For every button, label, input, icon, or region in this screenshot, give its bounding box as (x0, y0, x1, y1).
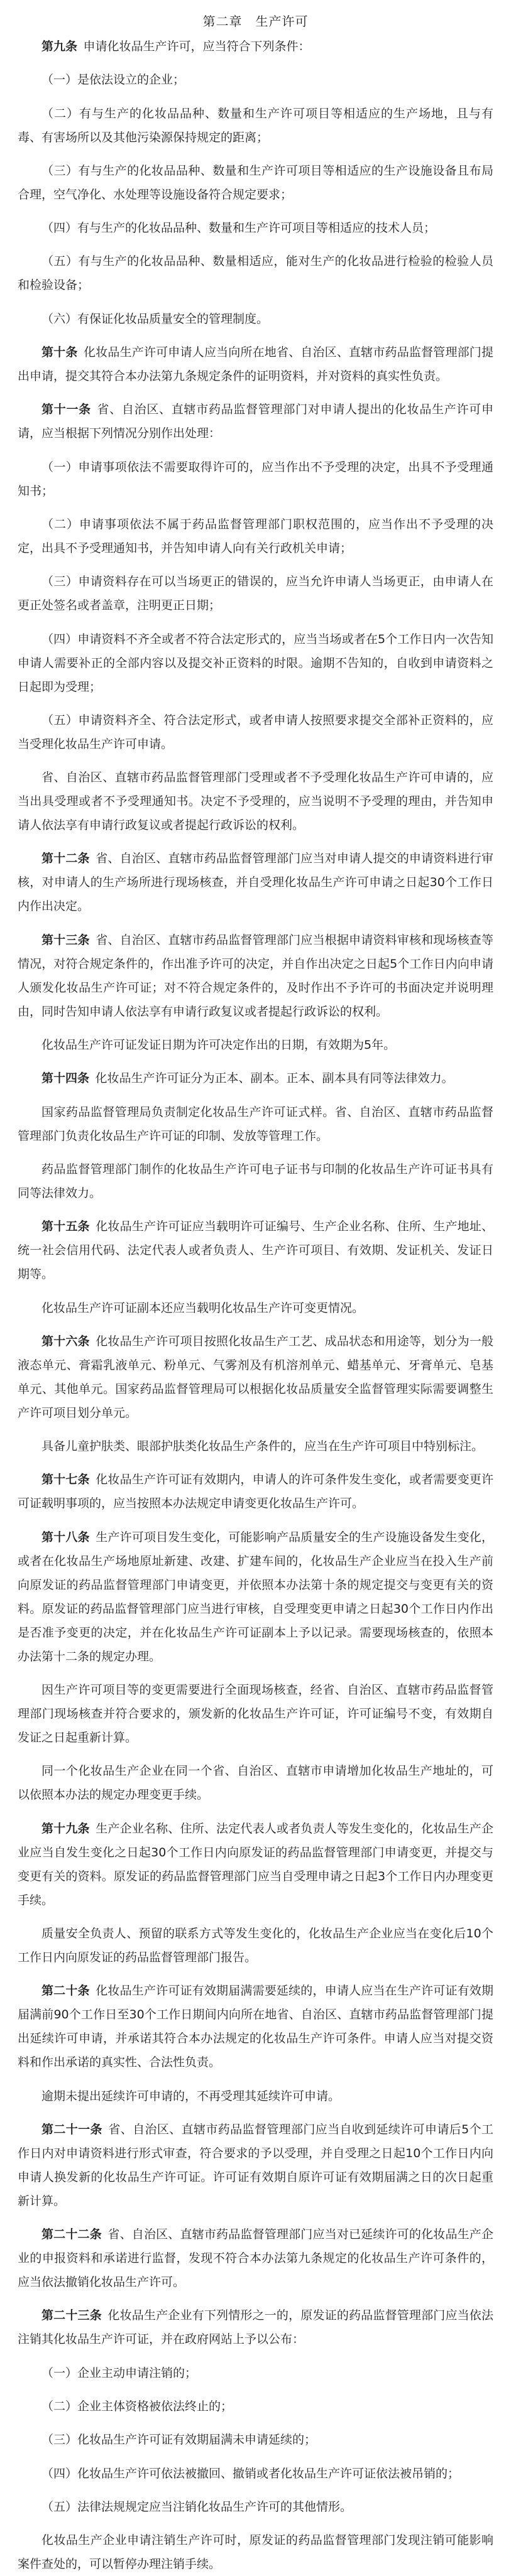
article-paragraph (18, 2395, 493, 2418)
paragraph-text: （二）有与生产的化妆品品种、数量和生产许可项目等相适应的生产场地，且与有毒、有害场所以及其他污染源保持规定的距离； (18, 106, 493, 144)
paragraph-text: 化妆品生产许可证应当载明许可证编号、生产企业名称、住所、生产地址、统一社会信用代码、法定代表人或者负责人、生产许可项目、有效期、发证机关、发证日期等。 (18, 1220, 493, 1282)
paragraph-text: （四）化妆品生产许可依法被撤回、撤销或者化妆品生产许可证依法被吊销的； (41, 2466, 460, 2481)
article-number: 第十九条 (41, 1821, 90, 1836)
article-number: 第十条 (41, 345, 78, 360)
paragraph-text: （三）化妆品生产许可证有效期届满未申请延续的； (41, 2433, 317, 2447)
article-number: 第十八条 (41, 1530, 90, 1544)
article-paragraph (18, 1066, 493, 1090)
article-paragraph (18, 1817, 493, 1912)
article-paragraph (18, 1759, 493, 1807)
article-paragraph (18, 307, 493, 331)
paragraph-text: 化妆品生产许可项目按照化妆品生产工艺、成品状态和用途等，划分为一般液态单元、膏霜乳液单元、粉单元、气雾剂及有机溶剂单元、蜡基单元、牙膏单元、皂基单元、其他单元。国家药品监督管理局可以根据化妆品质量安全监督管理实际需要调整生产许可项目划分单元。 (18, 1334, 493, 1420)
paragraph-text: 药品监督管理部门制作的化妆品生产许可电子证书与印制的化妆品生产许可证书具有同等法律效力。 (18, 1162, 493, 1200)
paragraph-text: 省、自治区、直辖市药品监督管理部门应当对申请人提交的申请资料进行审核，对申请人的生产场所进行现场核查，并自受理化妆品生产许可申请之日起30个工作日内作出决定。 (18, 852, 493, 914)
article-paragraph (18, 340, 493, 388)
article-paragraph (18, 159, 493, 207)
article-paragraph (18, 2428, 493, 2452)
paragraph-text: 化妆品生产企业申请注销生产许可时，原发证的药品监督管理部门发现注销可能影响案件查处的，可以暂停办理注销手续。 (18, 2533, 493, 2572)
paragraph-text: 化妆品生产许可证有效期届满需要延续的，申请人应当在生产许可证有效期届满前90个工作日至30个工作日期间内向所在地省、自治区、直辖市药品监督管理部门提出延续许可申请，并承诺其符合本办法规定的化妆品生产许可条件。申请人应当对提交资料和作出承诺的真实性、合法性负责。 (18, 1984, 493, 2070)
article-paragraph (18, 35, 493, 58)
article-number: 第十三条 (41, 933, 90, 947)
paragraph-text: 化妆品生产许可证分为正本、副本。正本、副本具有同等法律效力。 (95, 1071, 454, 1086)
article-number: 第十一条 (41, 403, 91, 417)
article-number: 第十五条 (41, 1220, 90, 1234)
article-paragraph (18, 2222, 493, 2294)
article-paragraph (18, 1100, 493, 1148)
article-paragraph (18, 1525, 493, 1669)
paragraph-text: 省、自治区、直辖市药品监督管理部门应当对已延续许可的化妆品生产企业的申报资料和承诺进行监督，发现不符合本办法第九条规定的化妆品生产许可条件的，应当依法撤销化妆品生产许可。 (18, 2227, 493, 2290)
paragraph-text: 化妆品生产许可证有效期内，申请人的许可条件发生变化，或者需要变更许可证载明事项的，应当按照本办法规定申请变更化妆品生产许可。 (18, 1473, 493, 1511)
article-number: 第二十条 (41, 1984, 90, 1998)
article-paragraph (18, 102, 493, 149)
paragraph-text: 国家药品监督管理局负责制定化妆品生产许可证式样。省、自治区、直辖市药品监督管理部门负责化妆品生产许可证的印制、发放等管理工作。 (18, 1105, 493, 1143)
paragraph-text: 化妆品生产许可证副本还应当载明化妆品生产许可变更情况。 (41, 1301, 365, 1315)
article-paragraph (18, 1157, 493, 1205)
paragraph-text: 质量安全负责人、预留的联系方式等发生变化的，化妆品生产企业应当在变化后10个工作日内向原发证的药品监督管理部门报告。 (18, 1926, 493, 1964)
article-paragraph (18, 2361, 493, 2385)
document-body (18, 35, 493, 2576)
article-paragraph (18, 2118, 493, 2213)
article-paragraph (18, 398, 493, 445)
paragraph-text: 省、自治区、直辖市药品监督管理部门对申请人提出的化妆品生产许可申请，应当根据下列情况分别作出处理： (18, 403, 493, 441)
paragraph-text: （三）有与生产的化妆品品种、数量和生产许可项目等相适应的生产设施设备且布局合理，空气净化、水处理等设施设备符合规定要求； (18, 163, 493, 202)
paragraph-text: 省、自治区、直辖市药品监督管理部门受理或者不予受理化妆品生产许可申请的，应当出具受理或者不予受理通知书。决定不予受理的，应当说明不予受理的理由，并告知申请人依法享有申请行政复议或者提起行政诉讼的权利。 (18, 771, 493, 833)
article-paragraph (18, 512, 493, 560)
paragraph-text: 省、自治区、直辖市药品监督管理部门应当自收到延续许可申请后5个工作日内对申请资料进行形式审查，符合要求的予以受理，并自受理之日起10个工作日内向申请人换发新的化妆品生产许可证。许可证有效期自原许可证有效期届满之日的次日起重新计算。 (18, 2122, 493, 2208)
paragraph-text: 化妆品生产企业有下列情形之一的，原发证的药品监督管理部门应当依法注销其化妆品生产许可证，并在政府网站上予以公布： (18, 2308, 493, 2347)
article-paragraph (18, 1922, 493, 1969)
article-paragraph (18, 1678, 493, 1750)
article-paragraph (18, 708, 493, 756)
paragraph-text: （二）企业主体资格被依法终止的； (41, 2399, 233, 2413)
article-paragraph (18, 627, 493, 699)
paragraph-text: 化妆品生产许可证发证日期为许可决定作出的日期，有效期为5年。 (41, 1038, 396, 1053)
article-paragraph (18, 216, 493, 240)
article-paragraph (18, 455, 493, 503)
paragraph-text: 省、自治区、直辖市药品监督管理部门应当根据申请资料审核和现场核查等情况，对符合规定条件的，作出准予许可的决定，并自作出决定之日起5个工作日内向申请人颁发化妆品生产许可证；对不符合规定条件的，及时作出不予许可的书面决定并说明理由，同时告知申请人依法享有申请行政复议或者提起行政诉讼的权利。 (18, 933, 493, 1019)
article-number: 第十六条 (41, 1334, 90, 1348)
article-paragraph (18, 249, 493, 297)
paragraph-text: 化妆品生产许可申请人应当向所在地省、自治区、直辖市药品监督管理部门提出申请，提交其符合本办法第九条规定条件的证明资料，并对资料的真实性负责。 (18, 345, 493, 384)
article-number: 第十七条 (41, 1473, 90, 1487)
article-paragraph (18, 68, 493, 92)
article-paragraph (18, 2303, 493, 2351)
paragraph-text: （一）申请事项依法不需要取得许可的，应当作出不予受理的决定，出具不予受理通知书； (18, 460, 493, 498)
paragraph-text: 因生产许可项目等的变更需要进行全面现场核查，经省、自治区、直辖市药品监督管理部门现场核查并符合要求的，颁发新的化妆品生产许可证，许可证编号不变，有效期自发证之日起重新计算。 (18, 1683, 493, 1745)
article-paragraph (18, 1434, 493, 1458)
article-paragraph (18, 570, 493, 617)
paragraph-text: 生产企业名称、住所、法定代表人或者负责人等发生变化的，化妆品生产企业应当自发生变化之日起30个工作日内向原发证的药品监督管理部门申请变更，并提交与变更有关的资料。原发证的药品监督管理部门应当自受理申请之日起3个工作日内办理变更手续。 (18, 1821, 493, 1907)
paragraph-text: （三）申请资料存在可以当场更正的错误的，应当允许申请人当场更正，由申请人在更正处签名或者盖章，注明更正日期； (18, 575, 493, 613)
paragraph-text: （四）申请资料不齐全或者不符合法定形式的，应当当场或者在5个工作日内一次告知申请人需要补正的全部内容以及提交补正资料的时限。逾期不告知的，自收到申请资料之日起即为受理； (18, 632, 493, 694)
article-paragraph (18, 2528, 493, 2576)
paragraph-text: （四）有与生产的化妆品品种、数量和生产许可项目等相适应的技术人员； (41, 221, 436, 235)
article-paragraph (18, 847, 493, 918)
paragraph-text: 申请化妆品生产许可，应当符合下列条件： (83, 40, 310, 53)
article-paragraph (18, 766, 493, 837)
paragraph-text: （五）申请资料齐全、符合法定形式，或者申请人按照要求提交全部补正资料的，应当受理化妆品生产许可申请。 (18, 713, 493, 751)
paragraph-text: 具备儿童护肤类、眼部护肤类化妆品生产条件的，应当在生产许可项目中特别标注。 (41, 1439, 484, 1454)
article-number: 第十二条 (41, 852, 90, 866)
chapter-title: 第二章 生产许可 (202, 14, 309, 29)
article-number: 第二十三条 (41, 2308, 102, 2323)
paragraph-text: （二）申请事项依法不属于药品监督管理部门职权范围的，应当作出不予受理的决定，出具不予受理通知书，并告知申请人向有关行政机关申请； (18, 517, 493, 555)
article-paragraph (18, 1979, 493, 2074)
paragraph-text: 同一个化妆品生产企业在同一个省、自治区、直辖市申请增加化妆品生产地址的，可以依照本办法的规定办理变更手续。 (18, 1764, 493, 1802)
paragraph-text: （一）企业主动申请注销的； (41, 2366, 197, 2380)
paragraph-text: 生产许可项目发生变化，可能影响产品质量安全的生产设施设备发生变化，或者在化妆品生产场地原址新建、改建、扩建车间的，化妆品生产企业应当在投入生产前向原发证的药品监督管理部门申请变更，并依照本办法第十条的规定提交与变更有关的资料。原发证的药品监督管理部门应当进行审核，自受理变更申请之日起30个工作日内作出是否准予变更的决定，并在化妆品生产许可证副本上予以记录。需要现场核查的，依照本办法第十二条的规定办理。 (18, 1530, 493, 1664)
article-number: 第二十一条 (41, 2122, 102, 2136)
paragraph-text: （一）是依法设立的企业； (41, 73, 185, 87)
article-number: 第十四条 (41, 1071, 90, 1086)
article-paragraph (18, 1329, 493, 1425)
article-paragraph (18, 2462, 493, 2486)
paragraph-text: （五）有与生产的化妆品品种、数量相适应，能对生产的化妆品进行检验的检验人员和检验设备； (18, 254, 493, 293)
article-number: 第九条 (41, 40, 78, 53)
article-paragraph (18, 2084, 493, 2108)
article-paragraph (18, 1033, 493, 1057)
paragraph-text: （五）法律法规规定应当注销化妆品生产许可的其他情形。 (41, 2499, 353, 2514)
article-number: 第二十二条 (41, 2227, 102, 2242)
article-paragraph (18, 1468, 493, 1515)
article-paragraph (18, 928, 493, 1024)
article-paragraph (18, 1296, 493, 1320)
article-paragraph (18, 1215, 493, 1286)
article-paragraph (18, 2495, 493, 2519)
paragraph-text: （六）有保证化妆品质量安全的管理制度。 (41, 311, 269, 326)
paragraph-text: 逾期未提出延续许可申请的，不再受理其延续许可申请。 (41, 2089, 341, 2103)
